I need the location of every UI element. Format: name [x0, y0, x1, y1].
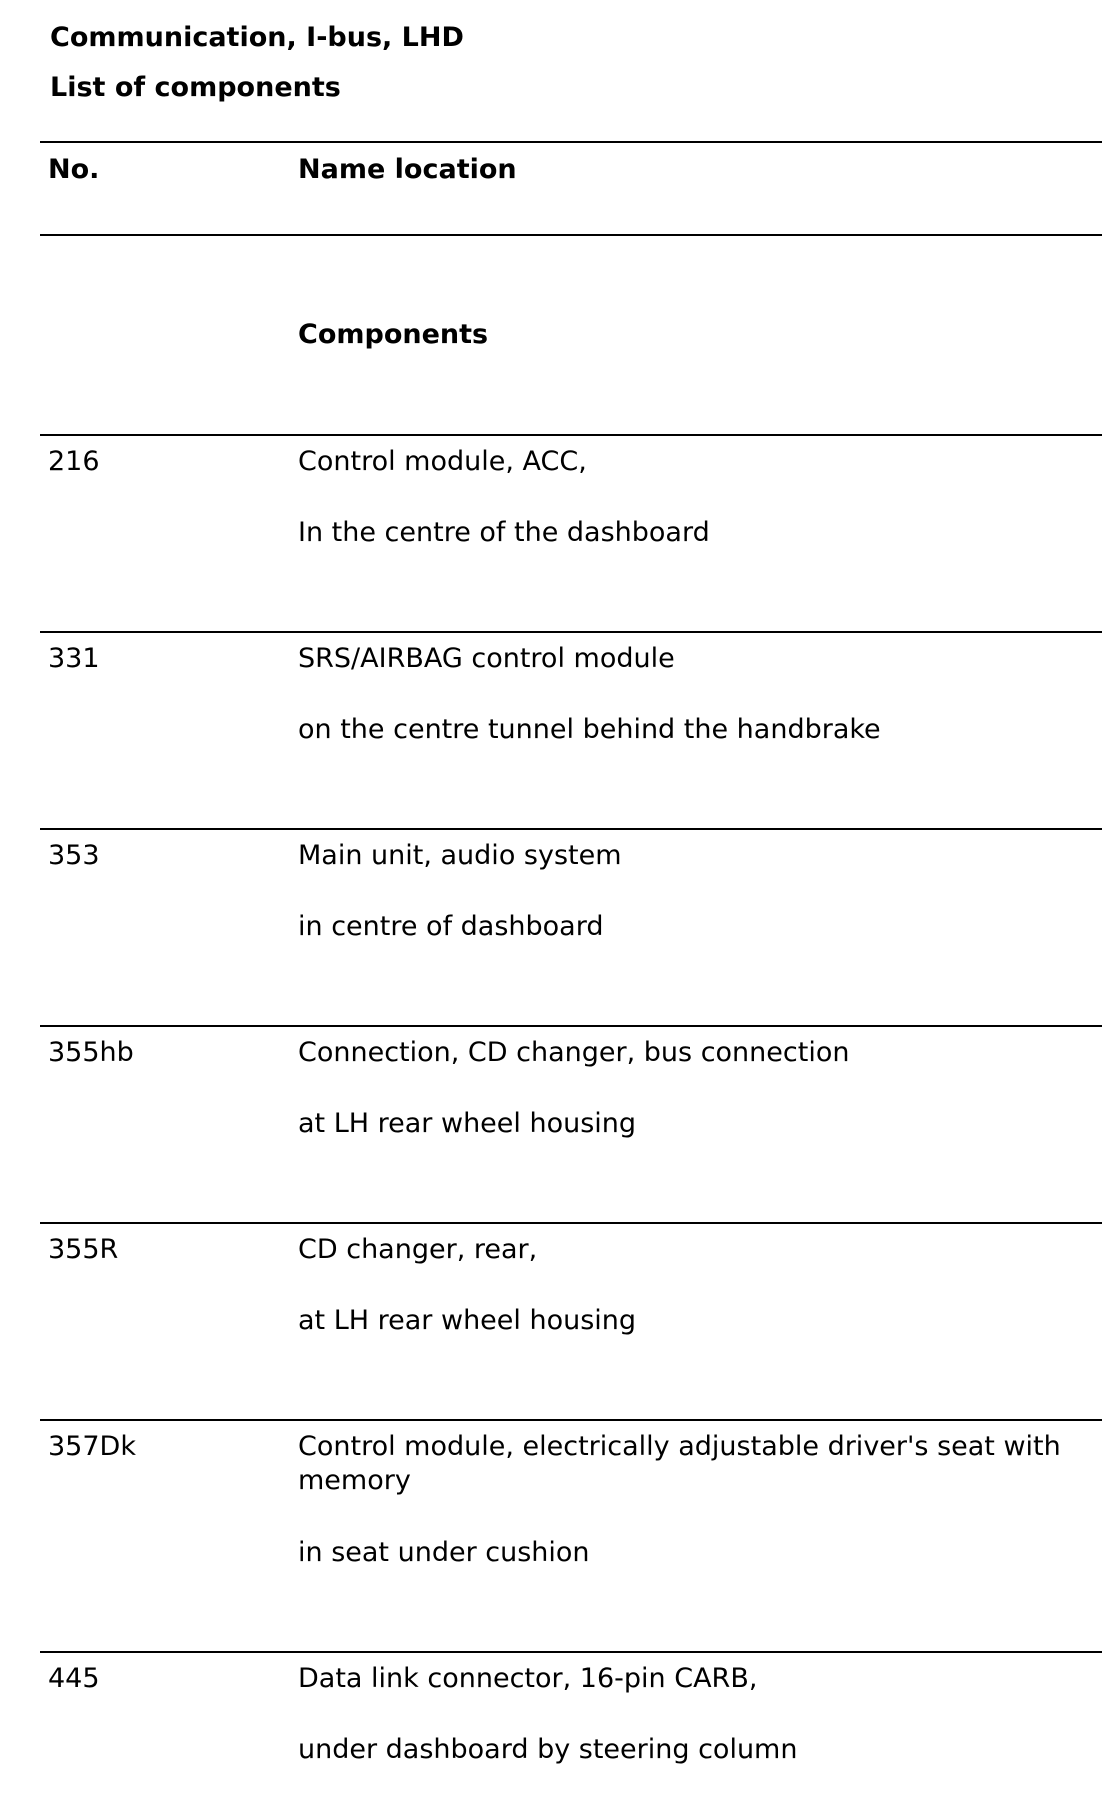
row-location: at LH rear wheel housing: [298, 1305, 637, 1336]
row-location: In the centre of the dashboard: [298, 517, 710, 548]
row-name: SRS/AIRBAG control module: [298, 643, 675, 674]
section-label: Components: [298, 319, 489, 350]
row-name: CD changer, rear,: [298, 1234, 538, 1265]
table-rule-row: [40, 1651, 1102, 1653]
row-number: 216: [48, 446, 100, 477]
row-name: Connection, CD changer, bus connection: [298, 1037, 850, 1068]
row-name: Main unit, audio system: [298, 840, 622, 871]
table-rule-section: [40, 434, 1102, 436]
row-location: in seat under cushion: [298, 1537, 590, 1568]
row-number: 355R: [48, 1234, 119, 1265]
row-number: 445: [48, 1663, 100, 1694]
row-location: under dashboard by steering column: [298, 1734, 798, 1765]
row-name: Control module, electrically adjustable driver's seat with memory: [298, 1431, 1061, 1496]
table-rule-top: [40, 141, 1102, 143]
row-location: on the centre tunnel behind the handbrake: [298, 714, 881, 745]
row-number: 357Dk: [48, 1431, 136, 1462]
document-title: Communication, I-bus, LHD: [50, 22, 464, 53]
row-name: Data link connector, 16-pin CARB,: [298, 1663, 758, 1694]
table-rule-row: [40, 1222, 1102, 1224]
row-location: at LH rear wheel housing: [298, 1108, 637, 1139]
table-rule-header: [40, 234, 1102, 236]
table-rule-row: [40, 828, 1102, 830]
row-name: Control module, ACC,: [298, 446, 587, 477]
row-location: in centre of dashboard: [298, 911, 604, 942]
document-subtitle: List of components: [50, 72, 341, 103]
row-number: 355hb: [48, 1037, 134, 1068]
table-rule-row: [40, 1025, 1102, 1027]
table-rule-row: [40, 1419, 1102, 1421]
row-number: 331: [48, 643, 100, 674]
table-rule-row: [40, 631, 1102, 633]
column-header-name-location: Name location: [298, 154, 517, 185]
column-header-no: No.: [48, 154, 100, 185]
row-number: 353: [48, 840, 100, 871]
